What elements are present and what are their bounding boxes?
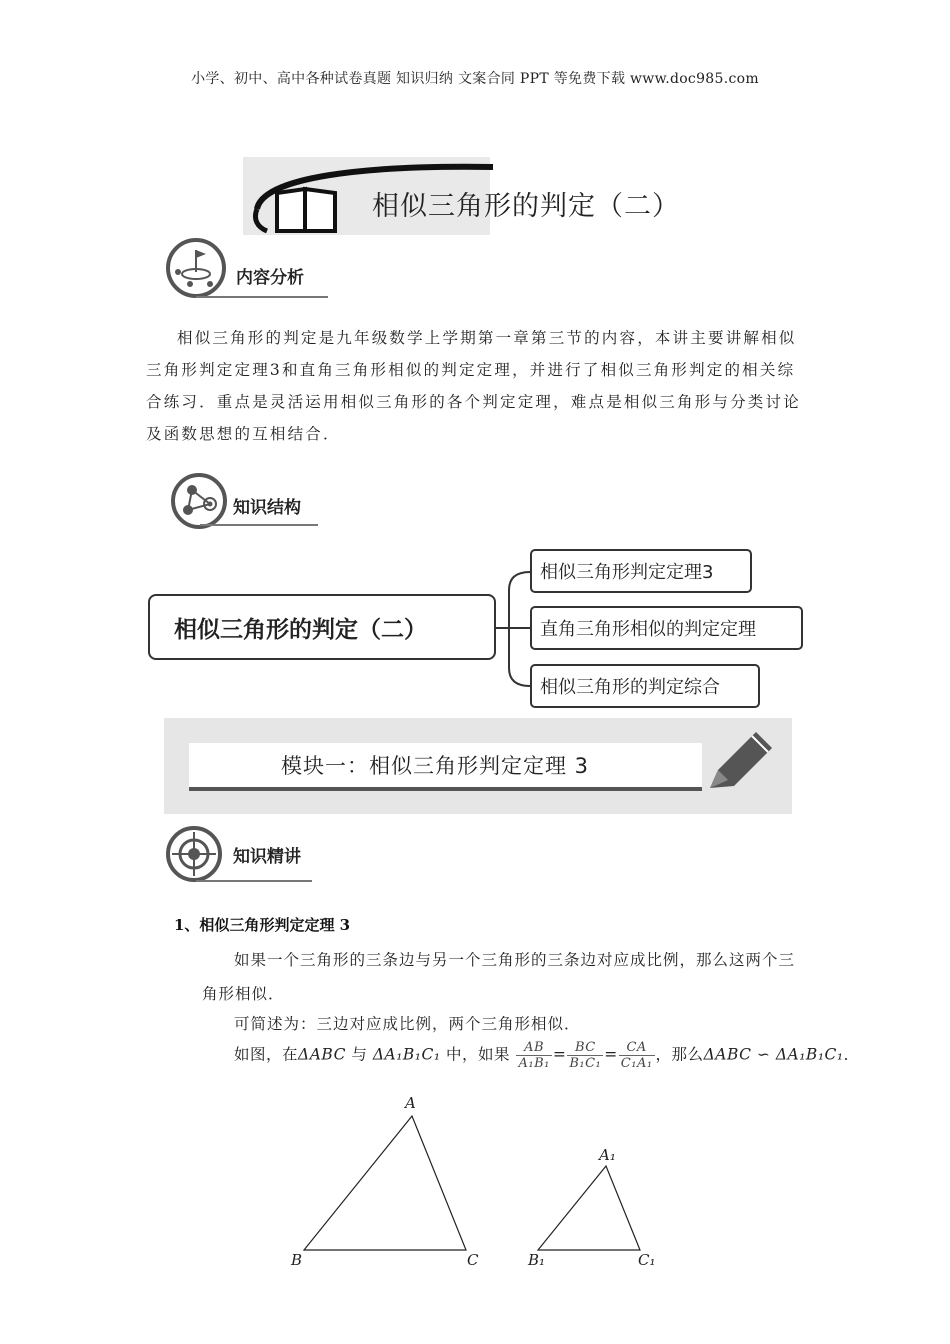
example-prefix: 如图，在 xyxy=(234,1045,299,1064)
equals-sign: = xyxy=(604,1045,618,1064)
theorem-example xyxy=(234,1040,860,1071)
conclusion: ΔABC ∽ ΔA₁B₁C₁ xyxy=(703,1045,844,1064)
fraction-numerator: AB xyxy=(516,1040,551,1056)
mindmap-connector xyxy=(495,560,535,700)
theorem-statement-line1: 如果一个三角形的三条边与另一个三角形的三条边对应成比例，那么这两个三 xyxy=(234,951,796,969)
fraction-denominator: C₁A₁ xyxy=(620,1056,653,1071)
label-a1: A₁ xyxy=(599,1146,616,1164)
theorem-title: 1、相似三角形判定定理 3 xyxy=(174,916,351,934)
mindmap-node-1: 相似三角形判定定理3 xyxy=(530,549,752,593)
pencil-icon xyxy=(700,726,780,802)
section-underline xyxy=(196,880,312,882)
page-title: 相似三角形的判定（二） xyxy=(372,191,680,222)
triangle-a1b1c1: ΔA₁B₁C₁ xyxy=(372,1045,441,1064)
mindmap-root: 相似三角形的判定（二） xyxy=(148,594,496,660)
label-b: B xyxy=(291,1251,303,1269)
target-icon xyxy=(166,826,226,884)
theorem-brief: 可简述为：三边对应成比例，两个三角形相似． xyxy=(234,1015,581,1033)
if-word: 中，如果 xyxy=(440,1045,511,1064)
fraction-denominator: A₁B₁ xyxy=(518,1056,550,1071)
triangle-abc-shape xyxy=(304,1116,466,1250)
flag-target-icon xyxy=(164,238,230,300)
label-a: A xyxy=(405,1094,416,1112)
network-icon xyxy=(170,472,230,530)
triangle-a1b1c1-shape xyxy=(538,1166,640,1250)
section-title-structure: 知识结构 xyxy=(233,498,301,518)
equals-sign: = xyxy=(552,1045,567,1064)
section-underline xyxy=(196,296,328,298)
label-b1: B₁ xyxy=(528,1251,546,1269)
fraction-ab xyxy=(516,1040,551,1071)
fraction-ca xyxy=(619,1040,655,1071)
module-title: 模块一：相似三角形判定定理 3 xyxy=(189,743,702,791)
label-c1: C₁ xyxy=(638,1251,656,1269)
mindmap-node-2: 直角三角形相似的判定定理 xyxy=(530,606,803,650)
fraction-numerator: BC xyxy=(567,1040,603,1056)
triangle-abc: ΔABC xyxy=(298,1045,346,1064)
fraction-numerator: CA xyxy=(619,1040,655,1056)
page-header: 小学、初中、高中各种试卷真题 知识归纳 文案合同 PPT 等免费下载 www.doc985.com xyxy=(191,71,759,87)
section-title-lecture: 知识精讲 xyxy=(233,847,301,867)
analysis-paragraph: 相似三角形的判定是九年级数学上学期第一章第三节的内容，本讲主要讲解相似三角形判定定理3和直角三角形相似的判定定理，并进行了相似三角形判定的相关综合练习．重点是灵活运用相似三角形的各个判定定理，难点是相似三角形与分类讨论及函数思想的互相结合． xyxy=(146,329,801,443)
mindmap-node-3: 相似三角形的判定综合 xyxy=(530,664,760,708)
triangle-figure xyxy=(280,1090,680,1280)
theorem-statement-line2: 角形相似． xyxy=(202,985,285,1003)
period: ． xyxy=(843,1045,860,1064)
then-word: ，那么 xyxy=(655,1045,704,1064)
section-title-analysis: 内容分析 xyxy=(236,268,304,288)
section-underline xyxy=(200,524,318,526)
label-c: C xyxy=(467,1251,479,1269)
fraction-denominator: B₁C₁ xyxy=(569,1056,602,1071)
with-word: 与 xyxy=(345,1045,373,1064)
fraction-bc xyxy=(567,1040,603,1071)
